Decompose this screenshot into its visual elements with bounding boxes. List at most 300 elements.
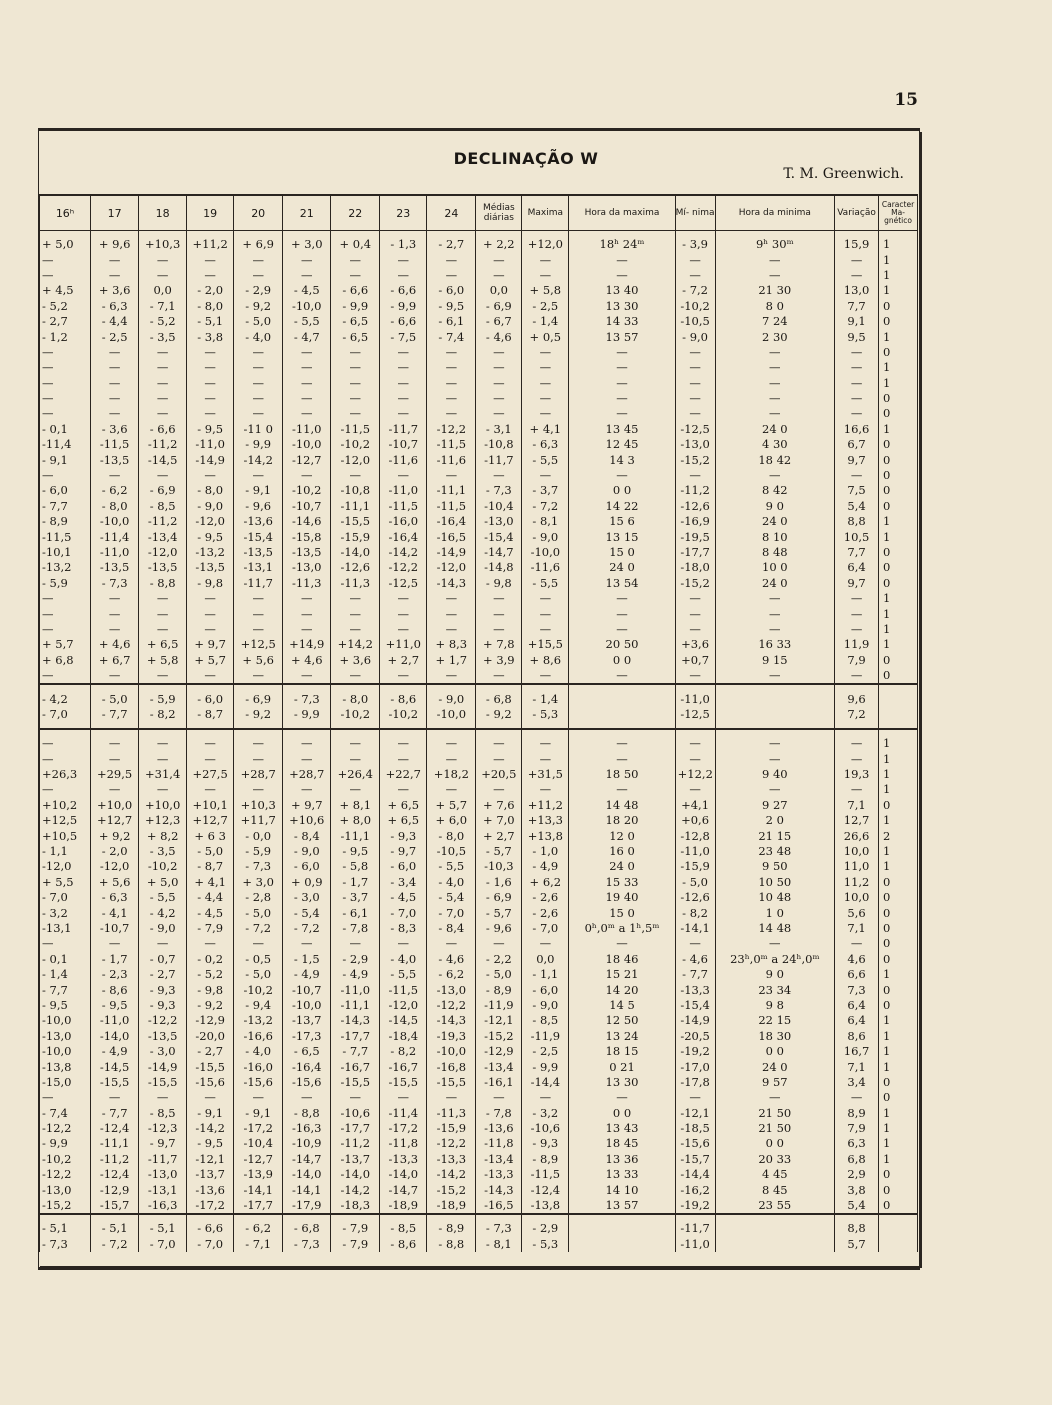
table-cell: — [234, 668, 283, 684]
table-cell [879, 707, 918, 722]
table-cell: -15,5 [380, 1075, 427, 1090]
table-cell: 2 [879, 828, 918, 843]
table-cell: — [522, 606, 569, 621]
spacer-cell [427, 1214, 476, 1221]
table-cell: -12,0 [331, 452, 380, 467]
table-cell: 13,0 [835, 283, 879, 298]
table-cell: — [380, 268, 427, 283]
table-cell: — [715, 268, 835, 283]
table-cell: — [91, 345, 139, 360]
table-cell: - 5,7 [476, 844, 522, 859]
table-cell: - 9,5 [187, 422, 234, 437]
table-cell: - 7,3 [283, 691, 331, 706]
table-cell: - 6,3 [91, 299, 139, 314]
table-cell: -16,4 [427, 514, 476, 529]
col-header-variation: Variação [835, 195, 879, 231]
table-cell: -12,7 [283, 452, 331, 467]
table-cell: — [91, 468, 139, 483]
table-row [40, 952, 918, 967]
table-cell: - 1,0 [522, 844, 569, 859]
col-header-22h: 22 [331, 195, 380, 231]
table-cell: - 7,3 [476, 1221, 522, 1236]
table-cell: - 4,5 [380, 890, 427, 905]
table-cell: — [427, 468, 476, 483]
table-cell: — [91, 252, 139, 267]
spacer-cell [569, 684, 675, 691]
table-cell: 8 0 [715, 299, 835, 314]
table-cell: - 9,0 [427, 691, 476, 706]
table-cell: -15,9 [427, 1121, 476, 1136]
table-cell: + 3,9 [476, 653, 522, 668]
table-cell: -10,0 [283, 437, 331, 452]
table-cell: + 0,4 [331, 237, 380, 252]
table-cell: - 7,0 [139, 1237, 187, 1252]
table-cell: - 5,3 [522, 707, 569, 722]
table-cell: + 7,6 [476, 798, 522, 813]
table-cell: 0 [879, 483, 918, 498]
table-cell: 7,9 [835, 653, 879, 668]
table-cell: -12,0 [91, 859, 139, 874]
table-cell: -15,5 [91, 1075, 139, 1090]
table-cell: -16,0 [380, 514, 427, 529]
table-cell: 16 0 [569, 844, 675, 859]
table-cell: — [675, 268, 715, 283]
table-cell: -14,2 [234, 452, 283, 467]
table-cell: — [234, 591, 283, 606]
table-cell: 24 0 [569, 859, 675, 874]
table-cell: — [234, 1090, 283, 1105]
table-cell: -12,0 [427, 560, 476, 575]
table-cell: — [569, 736, 675, 751]
table-row [40, 1121, 918, 1136]
table-cell: — [139, 406, 187, 421]
table-cell: 7,1 [835, 798, 879, 813]
table-cell: -11,3 [331, 576, 380, 591]
table-cell: — [476, 782, 522, 797]
table-cell: - 9,5 [427, 299, 476, 314]
table-cell: 0 [879, 1167, 918, 1182]
table-cell: — [715, 391, 835, 406]
table-cell: — [380, 360, 427, 375]
table-cell: 1 [879, 591, 918, 606]
table-cell: — [522, 391, 569, 406]
table-cell: — [91, 668, 139, 684]
table-cell: + 6,5 [380, 813, 427, 828]
table-cell: - 1,2 [40, 329, 91, 344]
table-cell: - 4,9 [522, 859, 569, 874]
table-cell: -10,8 [331, 483, 380, 498]
table-cell: - 8,9 [427, 1221, 476, 1236]
table-cell: — [91, 1090, 139, 1105]
table-cell: — [331, 606, 380, 621]
table-cell: -12,9 [476, 1044, 522, 1059]
table-cell: -16,9 [675, 514, 715, 529]
table-cell: 7,1 [835, 921, 879, 936]
table-cell: 0 [879, 653, 918, 668]
table-cell: 14 5 [569, 998, 675, 1013]
table-cell: — [675, 752, 715, 767]
table-cell: — [331, 345, 380, 360]
table-cell: — [427, 252, 476, 267]
spacer-cell [835, 1214, 879, 1221]
table-cell: - 7,7 [331, 1044, 380, 1059]
table-row [40, 406, 918, 421]
table-row [40, 828, 918, 843]
table-cell: 5,4 [835, 1198, 879, 1214]
table-cell: -15,5 [331, 1075, 380, 1090]
table-cell: - 5,5 [380, 967, 427, 982]
table-cell: + 4,1 [187, 875, 234, 890]
table-cell: — [380, 591, 427, 606]
table-cell: - 8,9 [522, 1152, 569, 1167]
table-cell: — [476, 345, 522, 360]
table-row [40, 422, 918, 437]
table-cell: -12,2 [427, 998, 476, 1013]
table-cell: — [715, 252, 835, 267]
table-cell: — [40, 406, 91, 421]
table-cell: + 6,5 [139, 637, 187, 652]
table-cell: 13 30 [569, 299, 675, 314]
table-cell: -14,0 [283, 1167, 331, 1182]
table-cell: 14 10 [569, 1182, 675, 1197]
table-cell: — [283, 782, 331, 797]
table-cell: — [427, 736, 476, 751]
table-cell: -19,3 [427, 1029, 476, 1044]
table-cell: +26,3 [40, 767, 91, 782]
table-cell: - 5,5 [427, 859, 476, 874]
table-cell [569, 1237, 675, 1252]
table-cell: -10,2 [234, 982, 283, 997]
table-cell: 0 0 [715, 1136, 835, 1151]
table-cell: — [476, 752, 522, 767]
spacer-cell [675, 684, 715, 691]
table-cell: 14 3 [569, 452, 675, 467]
table-cell: 9,7 [835, 452, 879, 467]
spacer-cell [380, 1214, 427, 1221]
table-cell: — [380, 736, 427, 751]
table-cell: - 8,0 [187, 299, 234, 314]
table-cell: — [675, 736, 715, 751]
table-cell: — [569, 936, 675, 951]
table-cell: - 4,2 [40, 691, 91, 706]
table-cell: — [234, 252, 283, 267]
spacer-cell [91, 722, 139, 729]
table-cell: - 6,1 [427, 314, 476, 329]
table-cell: -15,0 [40, 1075, 91, 1090]
table-cell: -12,1 [675, 1105, 715, 1120]
table-cell: -10,2 [139, 859, 187, 874]
table-cell: 19 40 [569, 890, 675, 905]
table-cell: -11,7 [380, 422, 427, 437]
table-cell: - 0,1 [40, 952, 91, 967]
table-cell: -16,2 [675, 1182, 715, 1197]
table-cell: - 9,0 [139, 921, 187, 936]
table-row [40, 637, 918, 652]
table-cell: — [234, 468, 283, 483]
table-cell: — [91, 391, 139, 406]
table-row [40, 1182, 918, 1197]
table-cell: - 4,9 [283, 967, 331, 982]
table-cell: -11,0 [331, 982, 380, 997]
table-cell: - 4,0 [234, 1044, 283, 1059]
table-cell: -11,1 [331, 499, 380, 514]
table-cell: - 7,1 [139, 299, 187, 314]
table-cell: - 7,7 [675, 967, 715, 982]
table-cell: -14,2 [187, 1121, 234, 1136]
col-header-minimum: Mí- nima [675, 195, 715, 231]
table-cell: -14,0 [331, 1167, 380, 1182]
table-cell: 1 [879, 283, 918, 298]
table-cell: — [380, 668, 427, 684]
table-cell: - 9,5 [40, 998, 91, 1013]
table-cell: -11,2 [91, 1152, 139, 1167]
table-cell: - 4,4 [91, 314, 139, 329]
table-cell: — [283, 468, 331, 483]
table-cell: -17,8 [675, 1075, 715, 1090]
spacer-cell [715, 729, 835, 736]
spacer-row [40, 729, 918, 736]
table-cell: — [139, 668, 187, 684]
table-cell: — [675, 360, 715, 375]
table-cell: - 9,3 [380, 828, 427, 843]
table-cell: 1 [879, 767, 918, 782]
table-cell: - 8,0 [427, 828, 476, 843]
table-cell: - 2,7 [427, 237, 476, 252]
table-cell: 1 [879, 844, 918, 859]
table-cell: +3,6 [675, 637, 715, 652]
table-cell: — [835, 606, 879, 621]
table-cell: -15,8 [283, 529, 331, 544]
table-cell: — [427, 1090, 476, 1105]
table-cell: — [715, 468, 835, 483]
table-cell: -14,9 [187, 452, 234, 467]
table-cell: - 6,6 [380, 314, 427, 329]
table-row [40, 1105, 918, 1120]
table-cell [715, 1221, 835, 1236]
table-cell: — [476, 668, 522, 684]
table-cell: -13,0 [40, 1182, 91, 1197]
table-cell: + 5,7 [40, 637, 91, 652]
table-cell: - 5,2 [139, 314, 187, 329]
table-row [40, 1167, 918, 1182]
table-cell: -14,8 [476, 560, 522, 575]
table-cell: — [675, 606, 715, 621]
table-cell: - 9,5 [187, 1136, 234, 1151]
table-cell: — [187, 606, 234, 621]
table-cell: — [675, 1090, 715, 1105]
average-row [40, 691, 918, 706]
table-cell: + 7,8 [476, 637, 522, 652]
table-cell: -12,4 [522, 1182, 569, 1197]
table-cell: -13,3 [675, 982, 715, 997]
table-cell: 9 57 [715, 1075, 835, 1090]
table-cell: — [283, 591, 331, 606]
table-cell: 7,9 [835, 1121, 879, 1136]
table-cell: - 4,9 [331, 967, 380, 982]
table-cell: -13,6 [476, 1121, 522, 1136]
table-cell: 0 [879, 998, 918, 1013]
table-row [40, 1059, 918, 1074]
table-row [40, 982, 918, 997]
table-cell: - 9,2 [187, 998, 234, 1013]
table-cell: — [675, 391, 715, 406]
table-cell: — [40, 668, 91, 684]
table-cell: -10,2 [283, 483, 331, 498]
table-cell: - 1,3 [380, 237, 427, 252]
table-cell: - 5,1 [187, 314, 234, 329]
table-cell: 12 0 [569, 828, 675, 843]
table-cell: -13,2 [187, 545, 234, 560]
table-cell: -12,2 [40, 1167, 91, 1182]
table-cell: 19,3 [835, 767, 879, 782]
spacer-cell [187, 729, 234, 736]
table-cell: — [234, 345, 283, 360]
table-cell: + 3,0 [234, 875, 283, 890]
table-row [40, 1075, 918, 1090]
table-cell: - 9,6 [234, 499, 283, 514]
table-cell: — [476, 936, 522, 951]
table-cell: + 5,7 [427, 798, 476, 813]
table-cell: — [234, 936, 283, 951]
table-cell: — [40, 736, 91, 751]
table-row [40, 237, 918, 252]
table-cell: 21 15 [715, 828, 835, 843]
table-cell: 10,0 [835, 844, 879, 859]
table-row [40, 499, 918, 514]
table-cell: - 8,4 [427, 921, 476, 936]
table-cell: 13 40 [569, 283, 675, 298]
table-cell: - 5,3 [522, 1237, 569, 1252]
col-header-daily-mean: Médias diárias [476, 195, 522, 231]
table-cell [715, 691, 835, 706]
spacer-cell [40, 722, 91, 729]
table-cell: -14,9 [675, 1013, 715, 1028]
table-cell: -15,5 [139, 1075, 187, 1090]
table-cell: 1 [879, 813, 918, 828]
table-cell: - 0,0 [234, 828, 283, 843]
table-cell: — [427, 668, 476, 684]
table-cell: — [715, 406, 835, 421]
table-cell: - 8,1 [476, 1237, 522, 1252]
table-cell: + 5,0 [139, 875, 187, 890]
table-cell: + 6,9 [234, 237, 283, 252]
table-row [40, 875, 918, 890]
table-cell: 1 [879, 967, 918, 982]
spacer-cell [380, 722, 427, 729]
table-cell: + 3,6 [331, 653, 380, 668]
table-cell: - 8,0 [91, 499, 139, 514]
table-cell: -12,2 [427, 422, 476, 437]
table-cell: -17,7 [675, 545, 715, 560]
spacer-cell [835, 729, 879, 736]
spacer-cell [522, 729, 569, 736]
table-cell: 1 [879, 1013, 918, 1028]
table-cell: -11,0 [380, 483, 427, 498]
table-row [40, 1044, 918, 1059]
table-cell: - 6,0 [283, 859, 331, 874]
table-row [40, 283, 918, 298]
table-row [40, 782, 918, 797]
table-cell: - 7,7 [40, 982, 91, 997]
table-cell: - 6,8 [283, 1221, 331, 1236]
table-cell: - 9,2 [234, 299, 283, 314]
table-cell: + 8,0 [331, 813, 380, 828]
table-cell: — [234, 782, 283, 797]
spacer-cell [40, 729, 91, 736]
spacer-cell [569, 1214, 675, 1221]
table-cell: -11,6 [522, 560, 569, 575]
table-cell: — [234, 736, 283, 751]
table-cell: -13,0 [139, 1167, 187, 1182]
table-cell: -16,8 [427, 1059, 476, 1074]
table-cell: -13,0 [675, 437, 715, 452]
table-cell: - 6,2 [91, 483, 139, 498]
table-cell: 23 48 [715, 844, 835, 859]
table-cell: - 7,3 [476, 483, 522, 498]
table-cell: - 5,0 [187, 844, 234, 859]
table-cell: - 1,4 [40, 967, 91, 982]
table-cell: +13,3 [522, 813, 569, 828]
table-cell: - 3,9 [675, 237, 715, 252]
spacer-cell [675, 722, 715, 729]
table-cell: -10,4 [234, 1136, 283, 1151]
table-cell: +10,0 [91, 798, 139, 813]
table-cell: - 9,3 [139, 998, 187, 1013]
table-cell: 7,1 [835, 1059, 879, 1074]
spacer-cell [187, 722, 234, 729]
table-cell: -10,0 [283, 998, 331, 1013]
table-cell: 6,6 [835, 967, 879, 982]
table-cell: -16,7 [331, 1059, 380, 1074]
table-cell: 1 [879, 1105, 918, 1120]
table-cell: — [380, 622, 427, 637]
table-cell: — [40, 252, 91, 267]
table-cell: — [835, 406, 879, 421]
table-cell: — [91, 376, 139, 391]
table-cell: — [91, 591, 139, 606]
table-cell: — [476, 1090, 522, 1105]
table-row [40, 668, 918, 684]
table-cell: -14,6 [283, 514, 331, 529]
table-cell [569, 691, 675, 706]
table-cell: -11,5 [380, 982, 427, 997]
spacer-cell [331, 1214, 380, 1221]
table-cell: 18 42 [715, 452, 835, 467]
table-cell: 2,9 [835, 1167, 879, 1182]
table-cell: 0 21 [569, 1059, 675, 1074]
table-cell: — [331, 360, 380, 375]
table-cell: - 7,8 [476, 1105, 522, 1120]
table-cell: -12,0 [380, 998, 427, 1013]
table-cell: +10,2 [40, 798, 91, 813]
table-cell: 15 21 [569, 967, 675, 982]
table-row [40, 767, 918, 782]
table-cell: -14,0 [380, 1167, 427, 1182]
table-cell: 0 [879, 314, 918, 329]
table-cell: -13,8 [40, 1059, 91, 1074]
table-cell: 9,1 [835, 314, 879, 329]
table-cell: - 5,1 [40, 1221, 91, 1236]
table-cell: -12,3 [139, 1121, 187, 1136]
table-cell: — [234, 606, 283, 621]
table-cell: — [331, 936, 380, 951]
spacer-cell [283, 722, 331, 729]
table-cell: — [91, 736, 139, 751]
table-cell: — [715, 360, 835, 375]
table-cell: — [675, 252, 715, 267]
table-cell: -11,2 [139, 437, 187, 452]
table-cell: +29,5 [91, 767, 139, 782]
